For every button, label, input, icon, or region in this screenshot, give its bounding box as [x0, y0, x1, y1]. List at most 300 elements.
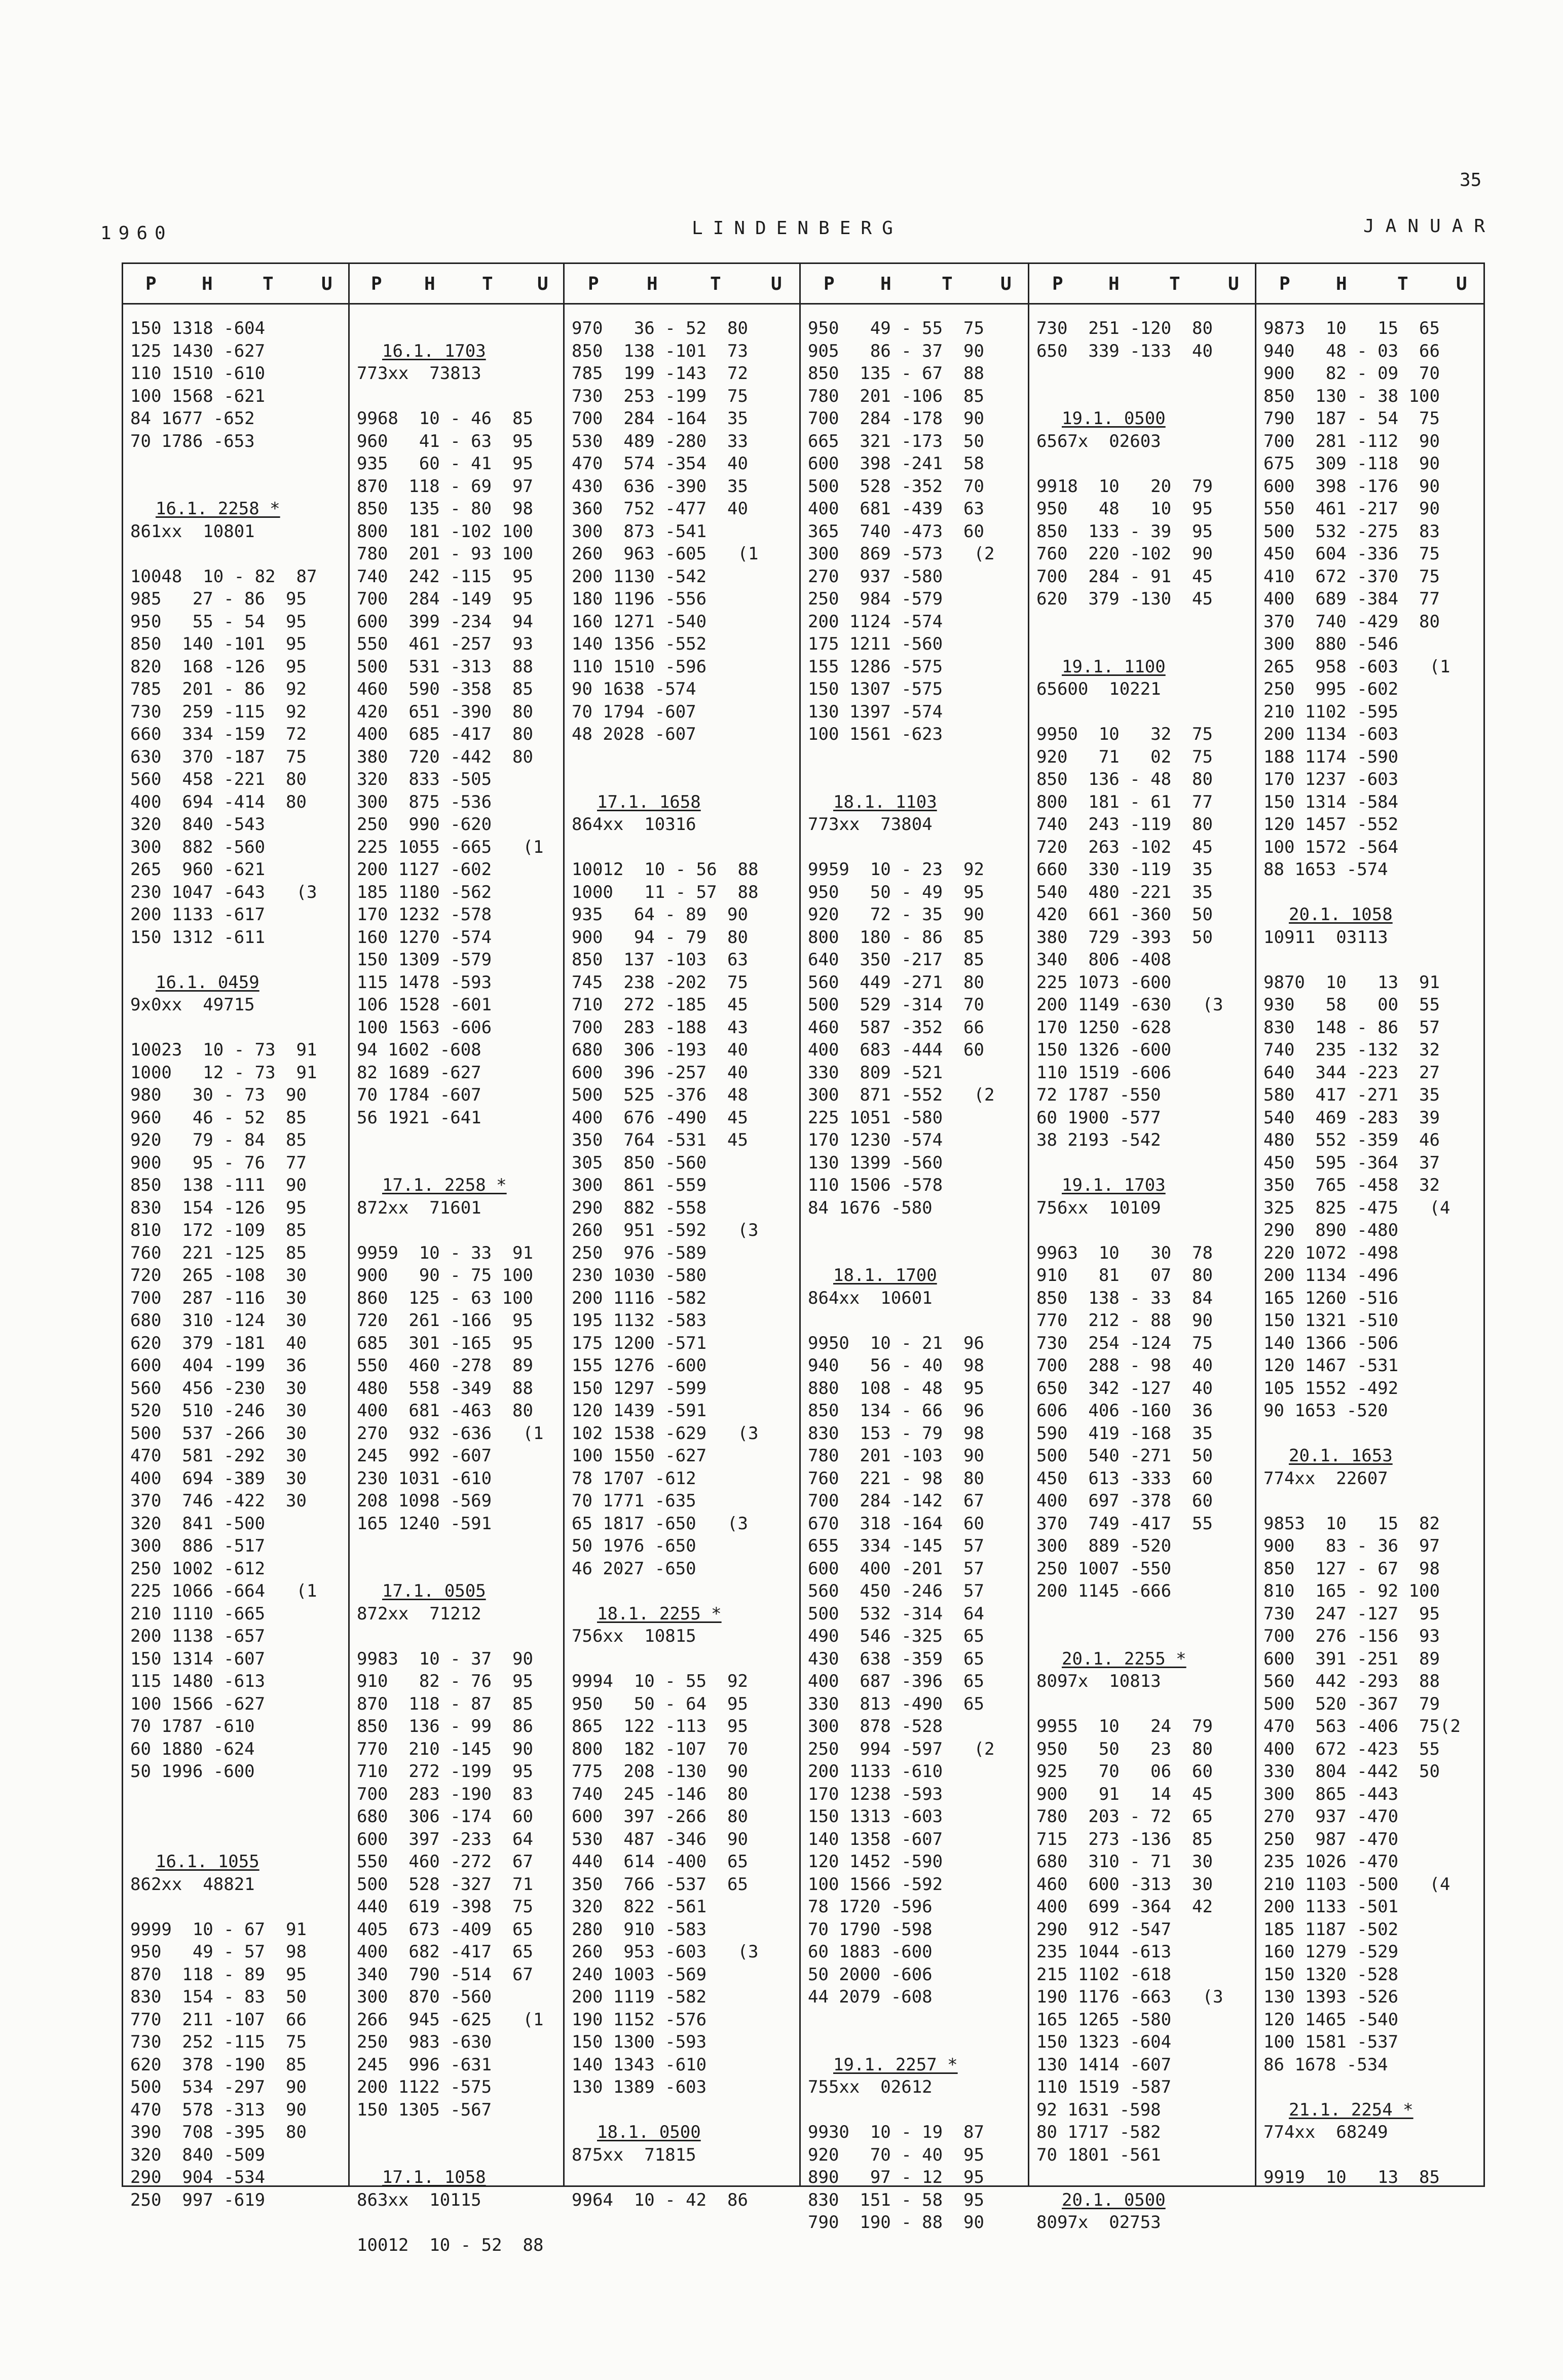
data-row: 380 720 -442 80	[357, 746, 533, 767]
sounding-heading: 17.1. 2258 *	[382, 1175, 507, 1195]
data-row: 730 251 -120 80	[1036, 318, 1213, 338]
data-row: 790 190 - 88 90	[808, 2212, 984, 2233]
data-row: 460 590 -358 85	[357, 679, 533, 699]
data-row: 9870 10 13 91	[1263, 972, 1440, 993]
data-row: 730 247 -127 95	[1263, 1603, 1440, 1624]
data-row: 775 208 -130 90	[572, 1761, 748, 1782]
data-row: 100 1563 -606	[357, 1017, 492, 1038]
data-row: 700 284 -178 90	[808, 408, 984, 429]
blank-row	[130, 475, 345, 498]
column-header-u: U	[771, 274, 782, 294]
data-row: 980 30 - 73 90	[130, 1085, 307, 1105]
sounding-heading: 18.1. 2255 *	[597, 1603, 722, 1624]
data-row: 320 833 -505	[357, 769, 492, 789]
blank-row	[1036, 2166, 1252, 2189]
data-row: 210 1102 -595	[1263, 701, 1399, 722]
data-row: 9959 10 - 33 91	[357, 1242, 533, 1263]
data-row: 720 265 -108 30	[130, 1265, 307, 1286]
column-header-h: H	[1336, 274, 1347, 294]
data-row: 150 1305 -567	[357, 2099, 492, 2120]
column-header-p: P	[371, 274, 382, 294]
header-month: JANUAR	[1363, 216, 1497, 237]
blank-row	[130, 1896, 345, 1918]
data-row: 950 48 10 95	[1036, 499, 1213, 519]
data-row: 155 1286 -575	[808, 656, 943, 677]
data-row: 755xx 02612	[808, 2077, 933, 2097]
data-row: 150 1326 -600	[1036, 1040, 1172, 1060]
data-row: 700 288 - 98 40	[1036, 1355, 1213, 1376]
sounding-heading: 17.1. 1658	[597, 791, 701, 812]
data-row: 850 137 -103 63	[572, 950, 748, 970]
data-row: 400 687 -396 65	[808, 1671, 984, 1691]
data-row: 850 134 - 66 96	[808, 1401, 984, 1421]
data-row: 925 70 06 60	[1036, 1761, 1213, 1782]
data-row: 950 50 - 49 95	[808, 882, 984, 902]
data-row: 710 272 -185 45	[572, 995, 748, 1015]
data-row: 150 1323 -604	[1036, 2032, 1172, 2052]
data-row: 160 1279 -529	[1263, 1942, 1399, 1962]
data-row: 190 1152 -576	[572, 2009, 707, 2030]
data-row: 550 460 -272 67	[357, 1852, 533, 1872]
blank-row	[130, 1805, 345, 1828]
data-row: 400 681 -463 80	[357, 1401, 533, 1421]
data-row: 950 55 - 54 95	[130, 611, 307, 632]
table-column-5	[1029, 262, 1255, 2233]
data-row: 700 284 -142 67	[808, 1491, 984, 1511]
data-row: 9955 10 24 79	[1036, 1716, 1213, 1736]
data-row: 680 306 -193 40	[572, 1040, 748, 1060]
data-row: 340 790 -514 67	[357, 1964, 533, 1985]
data-row: 78 1707 -612	[572, 1468, 696, 1489]
data-row: 500 528 -327 71	[357, 1874, 533, 1895]
data-row: 330 813 -490 65	[808, 1693, 984, 1714]
data-row: 773xx 73804	[808, 814, 933, 835]
data-row: 250 1002 -612	[130, 1558, 266, 1579]
data-row: 700 276 -156 93	[1263, 1626, 1440, 1646]
data-row: 560 442 -293 88	[1263, 1671, 1440, 1691]
data-row: 250 995 -602	[1263, 679, 1399, 699]
data-row: 900 82 - 09 70	[1263, 363, 1440, 384]
data-row: 865 122 -113 95	[572, 1716, 748, 1736]
data-row: 700 283 -188 43	[572, 1017, 748, 1038]
data-row: 82 1689 -627	[357, 1062, 481, 1083]
data-row: 560 458 -221 80	[130, 769, 307, 789]
blank-row	[808, 2031, 1025, 2054]
data-row: 560 450 -246 57	[808, 1581, 984, 1601]
data-row: 740 235 -132 32	[1263, 1040, 1440, 1060]
data-row: 70 1801 -561	[1036, 2144, 1161, 2165]
data-row: 9963 10 30 78	[1036, 1242, 1213, 1263]
data-row: 600 399 -234 94	[357, 611, 533, 632]
data-row: 862xx 48821	[130, 1874, 255, 1895]
data-row: 850 136 - 48 80	[1036, 769, 1213, 789]
data-row: 9919 10 13 85	[1263, 2167, 1440, 2187]
data-row: 550 460 -278 89	[357, 1355, 533, 1376]
column-body	[808, 317, 1025, 2234]
blank-row	[572, 746, 796, 769]
data-row: 9930 10 - 19 87	[808, 2122, 984, 2142]
data-row: 130 1414 -607	[1036, 2054, 1172, 2075]
data-row: 500 528 -352 70	[808, 476, 984, 497]
data-row: 950 49 - 55 75	[808, 318, 984, 338]
data-row: 660 330 -119 35	[1036, 859, 1213, 880]
column-body	[130, 317, 345, 2211]
data-row: 700 281 -112 90	[1263, 431, 1440, 451]
data-row: 830 154 - 83 50	[130, 1987, 307, 2007]
data-row: 120 1439 -591	[572, 1401, 707, 1421]
data-row: 110 1510 -596	[572, 656, 707, 677]
data-row: 160 1271 -540	[572, 611, 707, 632]
data-row: 665 321 -173 50	[808, 431, 984, 451]
blank-row	[808, 746, 1025, 769]
data-row: 850 133 - 39 95	[1036, 521, 1213, 542]
blank-row	[1036, 1693, 1252, 1716]
data-row: 550 461 -257 93	[357, 634, 533, 654]
data-row: 150 1300 -593	[572, 2032, 707, 2052]
data-row: 250 994 -597 (2	[808, 1739, 995, 1759]
data-row: 920 70 - 40 95	[808, 2144, 984, 2165]
data-row: 774xx 68249	[1263, 2122, 1388, 2142]
data-row: 290 912 -547	[1036, 1919, 1172, 1940]
data-row: 850 130 - 38 100	[1263, 386, 1440, 406]
data-row: 70 1771 -635	[572, 1491, 696, 1511]
data-row: 44 2079 -608	[808, 1987, 933, 2007]
data-row: 600 398 -241 58	[808, 454, 984, 474]
data-row: 600 397 -233 64	[357, 1829, 533, 1849]
data-row: 900 94 - 79 80	[572, 927, 748, 948]
data-row: 460 587 -352 66	[808, 1017, 984, 1038]
data-row: 810 172 -109 85	[130, 1220, 307, 1240]
data-row: 9968 10 - 46 85	[357, 408, 533, 429]
data-row: 56 1921 -641	[357, 1107, 481, 1128]
column-header-p: P	[824, 274, 835, 294]
data-row: 370 740 -429 80	[1263, 611, 1440, 632]
data-row: 340 806 -408	[1036, 950, 1172, 970]
data-row: 1000 11 - 57 88	[572, 882, 759, 902]
sounding-heading: 16.1. 2258 *	[156, 499, 280, 519]
data-row: 400 694 -414 80	[130, 791, 307, 812]
data-row: 115 1478 -593	[357, 972, 492, 993]
data-row: 630 370 -187 75	[130, 746, 307, 767]
blank-row	[357, 1625, 560, 1648]
data-row: 9853 10 15 82	[1263, 1513, 1440, 1534]
data-row: 500 537 -266 30	[130, 1423, 307, 1444]
data-row: 480 558 -349 88	[357, 1378, 533, 1399]
blank-row	[357, 385, 560, 408]
data-row: 10911 03113	[1263, 927, 1388, 948]
data-row: 10048 10 - 82 87	[130, 566, 317, 587]
data-row: 620 379 -181 40	[130, 1333, 307, 1353]
blank-row	[1263, 2144, 1480, 2167]
data-row: 188 1174 -590	[1263, 746, 1399, 767]
data-row: 70 1794 -607	[572, 701, 696, 722]
data-row: 740 242 -115 95	[357, 566, 533, 587]
blank-row	[1263, 881, 1480, 904]
data-row: 100 1550 -627	[572, 1446, 707, 1466]
data-row: 195 1132 -583	[572, 1310, 707, 1331]
data-row: 150 1309 -579	[357, 950, 492, 970]
data-row: 850 135 - 80 98	[357, 499, 533, 519]
data-row: 265 958 -603 (1	[1263, 656, 1450, 677]
blank-row	[357, 1535, 560, 1558]
data-row: 440 619 -398 75	[357, 1897, 533, 1917]
blank-row	[1036, 385, 1252, 408]
data-row: 861xx 10801	[130, 521, 255, 542]
column-body	[572, 317, 796, 2211]
data-row: 800 181 - 61 77	[1036, 791, 1213, 812]
column-header-t: T	[710, 274, 721, 294]
data-row: 450 604 -336 75	[1263, 544, 1440, 564]
sounding-heading: 16.1. 1703	[382, 341, 486, 361]
data-row: 130 1397 -574	[808, 701, 943, 722]
data-row: 300 871 -552 (2	[808, 1085, 995, 1105]
data-row: 200 1119 -582	[572, 1987, 707, 2007]
data-row: 730 253 -199 75	[572, 386, 748, 406]
data-row: 180 1196 -556	[572, 589, 707, 609]
data-row: 430 636 -390 35	[572, 476, 748, 497]
blank-row	[808, 2009, 1025, 2031]
data-row: 300 869 -573 (2	[808, 544, 995, 564]
data-row: 350 765 -458 32	[1263, 1175, 1440, 1195]
data-row: 560 456 -230 30	[130, 1378, 307, 1399]
data-row: 740 243 -119 80	[1036, 814, 1213, 835]
data-row: 320 841 -500	[130, 1513, 266, 1534]
data-row: 300 889 -520	[1036, 1536, 1172, 1556]
data-row: 130 1399 -560	[808, 1152, 943, 1173]
data-row: 84 1677 -652	[130, 408, 255, 429]
data-row: 230 1031 -610	[357, 1468, 492, 1489]
data-row: 650 339 -133 40	[1036, 341, 1213, 361]
data-row: 90 1638 -574	[572, 679, 696, 699]
data-row: 240 1003 -569	[572, 1964, 707, 1985]
data-row: 280 910 -583	[572, 1919, 707, 1940]
data-row: 200 1127 -602	[357, 859, 492, 880]
sounding-heading: 19.1. 2257 *	[833, 2054, 958, 2075]
data-row: 140 1356 -552	[572, 634, 707, 654]
data-row: 110 1519 -587	[1036, 2077, 1172, 2097]
data-row: 150 1318 -604	[130, 318, 266, 338]
data-row: 215 1102 -618	[1036, 1964, 1172, 1985]
blank-row	[357, 2144, 560, 2167]
data-row: 872xx 71601	[357, 1197, 481, 1218]
data-row: 365 740 -473 60	[808, 521, 984, 542]
data-row: 165 1240 -591	[357, 1513, 492, 1534]
data-row: 100 1566 -592	[808, 1874, 943, 1895]
data-row: 410 672 -370 75	[1263, 566, 1440, 587]
data-row: 250 984 -579	[808, 589, 943, 609]
data-row: 50 1996 -600	[130, 1761, 255, 1782]
data-row: 785 201 - 86 92	[130, 679, 307, 699]
data-row: 685 301 -165 95	[357, 1333, 533, 1353]
data-row: 790 187 - 54 75	[1263, 408, 1440, 429]
data-row: 110 1519 -606	[1036, 1062, 1172, 1083]
data-row: 770 211 -107 66	[130, 2009, 307, 2030]
data-row: 170 1250 -628	[1036, 1017, 1172, 1038]
data-row: 130 1393 -526	[1263, 1987, 1399, 2007]
data-row: 230 1030 -580	[572, 1265, 707, 1286]
data-row: 830 154 -126 95	[130, 1197, 307, 1218]
data-row: 680 306 -174 60	[357, 1806, 533, 1827]
data-row: 270 932 -636 (1	[357, 1423, 544, 1444]
data-row: 9964 10 - 42 86	[572, 2189, 748, 2210]
data-row: 900 91 14 45	[1036, 1784, 1213, 1804]
data-row: 80 1717 -582	[1036, 2122, 1161, 2142]
data-row: 864xx 10316	[572, 814, 696, 835]
data-row: 430 638 -359 65	[808, 1648, 984, 1669]
data-row: 400 685 -417 80	[357, 724, 533, 744]
data-row: 350 764 -531 45	[572, 1130, 748, 1150]
data-row: 300 873 -541	[572, 521, 707, 542]
data-row: 860 125 - 63 100	[357, 1288, 533, 1308]
data-row: 200 1134 -603	[1263, 724, 1399, 744]
data-row: 155 1276 -600	[572, 1355, 707, 1376]
data-row: 540 480 -221 35	[1036, 882, 1213, 902]
sounding-heading: 20.1. 2255 *	[1062, 1648, 1186, 1669]
table-column-1	[123, 262, 348, 2210]
data-row: 100 1572 -564	[1263, 837, 1399, 857]
data-row: 900 83 - 36 97	[1263, 1536, 1440, 1556]
data-row: 920 72 - 35 90	[808, 904, 984, 925]
data-row: 600 404 -199 36	[130, 1355, 307, 1376]
data-row: 70 1790 -598	[808, 1919, 933, 1940]
blank-row	[357, 1558, 560, 1580]
data-row: 640 350 -217 85	[808, 950, 984, 970]
data-row: 100 1566 -627	[130, 1693, 266, 1714]
data-row: 50 1976 -650	[572, 1536, 696, 1556]
blank-row	[1263, 1490, 1480, 1513]
data-row: 235 1044 -613	[1036, 1942, 1172, 1962]
data-row: 94 1602 -608	[357, 1040, 481, 1060]
data-row: 870 118 - 69 97	[357, 476, 533, 497]
column-body	[357, 317, 560, 2256]
data-row: 10023 10 - 73 91	[130, 1040, 317, 1060]
data-row: 863xx 10115	[357, 2189, 481, 2210]
column-header-u: U	[321, 274, 332, 294]
data-row: 100 1581 -537	[1263, 2032, 1399, 2052]
data-row: 9873 10 15 65	[1263, 318, 1440, 338]
column-header-p: P	[145, 274, 157, 294]
data-row: 200 1130 -542	[572, 566, 707, 587]
data-row: 225 1055 -665 (1	[357, 837, 544, 857]
data-row: 440 614 -400 65	[572, 1852, 748, 1872]
blank-row	[1036, 701, 1252, 724]
data-row: 770 210 -145 90	[357, 1739, 533, 1759]
data-row: 500 534 -297 90	[130, 2077, 307, 2097]
data-row: 870 118 - 89 95	[130, 1964, 307, 1985]
data-row: 460 600 -313 30	[1036, 1874, 1213, 1895]
column-header-t: T	[942, 274, 953, 294]
data-row: 200 1145 -666	[1036, 1581, 1172, 1601]
data-row: 400 682 -417 65	[357, 1942, 533, 1962]
data-row: 940 48 - 03 66	[1263, 341, 1440, 361]
data-row: 850 127 - 67 98	[1263, 1558, 1440, 1579]
data-row: 960 41 - 63 95	[357, 431, 533, 451]
data-row: 935 60 - 41 95	[357, 454, 533, 474]
data-row: 60 1883 -600	[808, 1942, 933, 1962]
data-row: 300 886 -517	[130, 1536, 266, 1556]
column-header-u: U	[1228, 274, 1239, 294]
data-row: 890 97 - 12 95	[808, 2167, 984, 2187]
data-row: 470 578 -313 90	[130, 2099, 307, 2120]
data-row: 600 398 -176 90	[1263, 476, 1440, 497]
data-row: 870 118 - 87 85	[357, 1693, 533, 1714]
data-row: 9x0xx 49715	[130, 995, 255, 1015]
data-row: 70 1784 -607	[357, 1085, 481, 1105]
data-row: 780 201 -103 90	[808, 1446, 984, 1466]
header-station: LINDENBERG	[692, 218, 903, 239]
blank-row	[357, 2121, 560, 2144]
blank-row	[1036, 1152, 1252, 1175]
sounding-heading: 16.1. 0459	[156, 972, 259, 993]
data-row: 185 1180 -562	[357, 882, 492, 902]
data-row: 200 1134 -496	[1263, 1265, 1399, 1286]
data-row: 500 520 -367 79	[1263, 1693, 1440, 1714]
data-row: 850 138 -101 73	[572, 341, 748, 361]
data-row: 220 1072 -498	[1263, 1242, 1399, 1263]
data-row: 10012 10 - 52 88	[357, 2235, 544, 2255]
data-row: 500 525 -376 48	[572, 1085, 748, 1105]
data-row: 660 334 -159 72	[130, 724, 307, 744]
blank-row	[357, 1152, 560, 1175]
data-row: 785 199 -143 72	[572, 363, 748, 384]
data-row: 150 1321 -510	[1263, 1310, 1399, 1331]
data-row: 700 284 - 91 45	[1036, 566, 1213, 587]
data-row: 745 238 -202 75	[572, 972, 748, 993]
blank-row	[808, 768, 1025, 791]
data-row: 910 81 07 80	[1036, 1265, 1213, 1286]
data-row: 190 1176 -663 (3	[1036, 1987, 1223, 2007]
data-row: 490 546 -325 65	[808, 1626, 984, 1646]
data-row: 800 180 - 86 85	[808, 927, 984, 948]
data-row: 720 263 -102 45	[1036, 837, 1213, 857]
data-row: 150 1313 -603	[808, 1806, 943, 1827]
data-row: 106 1528 -601	[357, 995, 492, 1015]
data-row: 905 86 - 37 90	[808, 341, 984, 361]
column-body	[1263, 317, 1480, 2189]
data-row: 710 272 -199 95	[357, 1761, 533, 1782]
sounding-heading: 17.1. 0505	[382, 1581, 486, 1601]
blank-row	[357, 2211, 560, 2234]
column-header-t: T	[1169, 274, 1180, 294]
table-column-3	[565, 262, 799, 2210]
data-row: 245 992 -607	[357, 1446, 492, 1466]
data-row: 300 861 -559	[572, 1175, 707, 1195]
blank-row	[130, 1016, 345, 1039]
sounding-heading: 20.1. 1653	[1289, 1446, 1393, 1466]
data-row: 740 245 -146 80	[572, 1784, 748, 1804]
data-row: 320 840 -509	[130, 2144, 266, 2165]
column-header-h: H	[1108, 274, 1120, 294]
data-row: 985 27 - 86 95	[130, 589, 307, 609]
data-row: 208 1098 -569	[357, 1491, 492, 1511]
data-row: 260 963 -605 (1	[572, 544, 759, 564]
data-row: 84 1676 -580	[808, 1197, 933, 1218]
blank-row	[1036, 1219, 1252, 1242]
data-row: 100 1568 -621	[130, 386, 266, 406]
blank-row	[357, 1129, 560, 1152]
data-row: 245 996 -631	[357, 2054, 492, 2075]
data-row: 810 165 - 92 100	[1263, 1581, 1440, 1601]
data-row: 580 417 -271 35	[1263, 1085, 1440, 1105]
data-row: 9999 10 - 67 91	[130, 1919, 307, 1940]
data-row: 850 135 - 67 88	[808, 363, 984, 384]
data-row: 175 1211 -560	[808, 634, 943, 654]
data-row: 780 201 -106 85	[808, 386, 984, 406]
data-row: 320 822 -561	[572, 1897, 707, 1917]
data-row: 120 1457 -552	[1263, 814, 1399, 835]
data-row: 730 252 -115 75	[130, 2032, 307, 2052]
column-header-h: H	[202, 274, 213, 294]
